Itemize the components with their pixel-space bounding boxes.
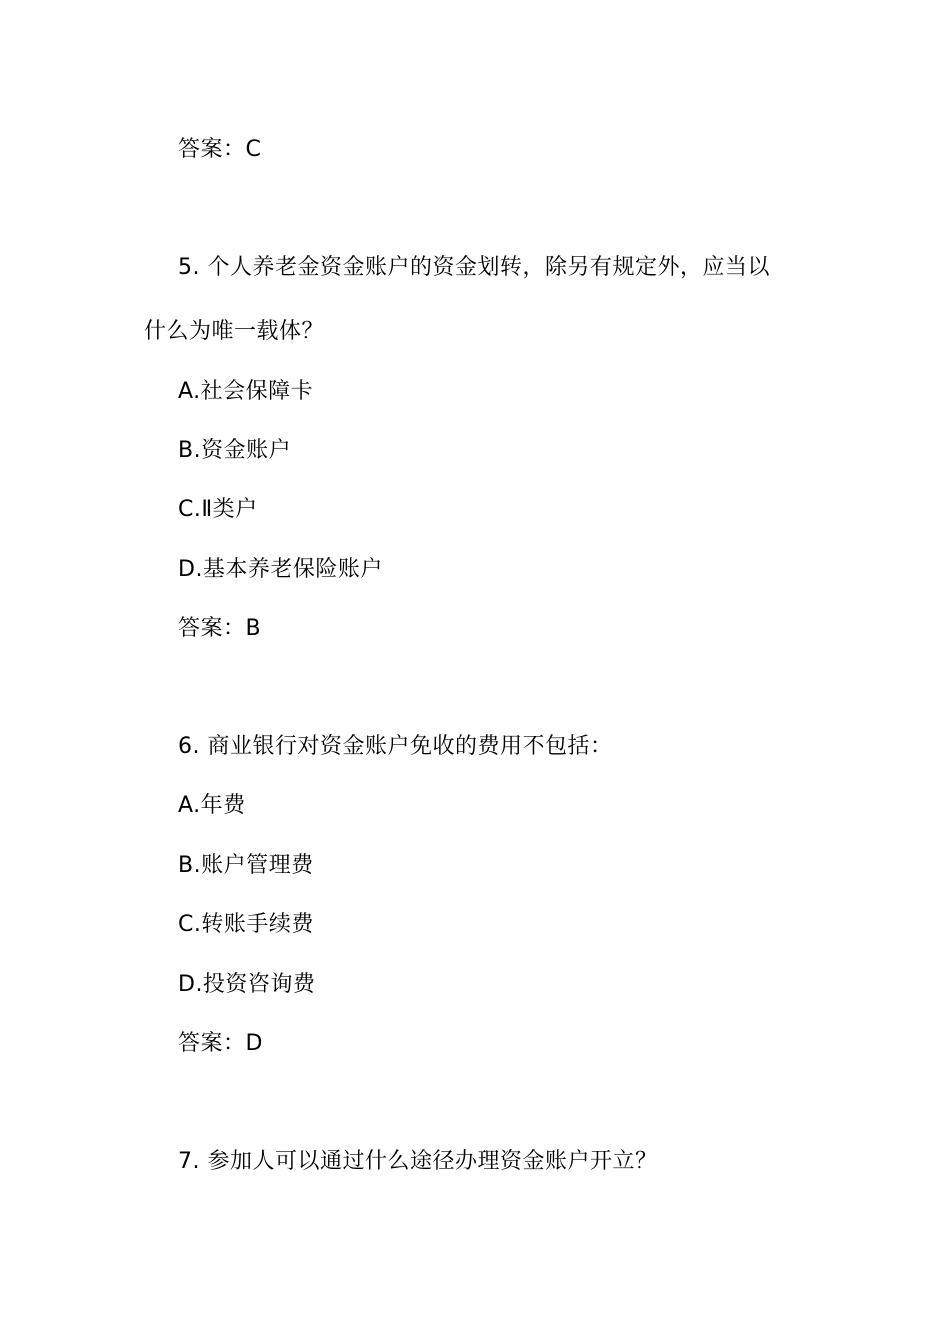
q5-option-b: B.资金账户 [178,438,292,463]
question-6: 6. 商业银行对资金账户免收的费用不包括： [178,734,613,759]
answer-q6: 答案：D [178,1031,263,1056]
answer-q4: 答案：C [178,137,262,162]
question-7: 7. 参加人可以通过什么途径办理资金账户开立？ [178,1149,658,1174]
question-5-line2: 什么为唯一载体？ [144,319,325,344]
answer-q5: 答案：B [178,616,262,641]
q5-option-c: C.Ⅱ类户 [178,497,258,522]
q5-option-d: D.基本养老保险账户 [178,557,383,582]
question-5-line1: 5. 个人养老金资金账户的资金划转，除另有规定外，应当以 [178,255,770,280]
q5-option-a: A.社会保障卡 [178,379,314,404]
q6-option-a: A.年费 [178,793,246,818]
q6-option-b: B.账户管理费 [178,853,314,878]
q6-option-d: D.投资咨询费 [178,972,316,997]
q6-option-c: C.转账手续费 [178,912,314,937]
